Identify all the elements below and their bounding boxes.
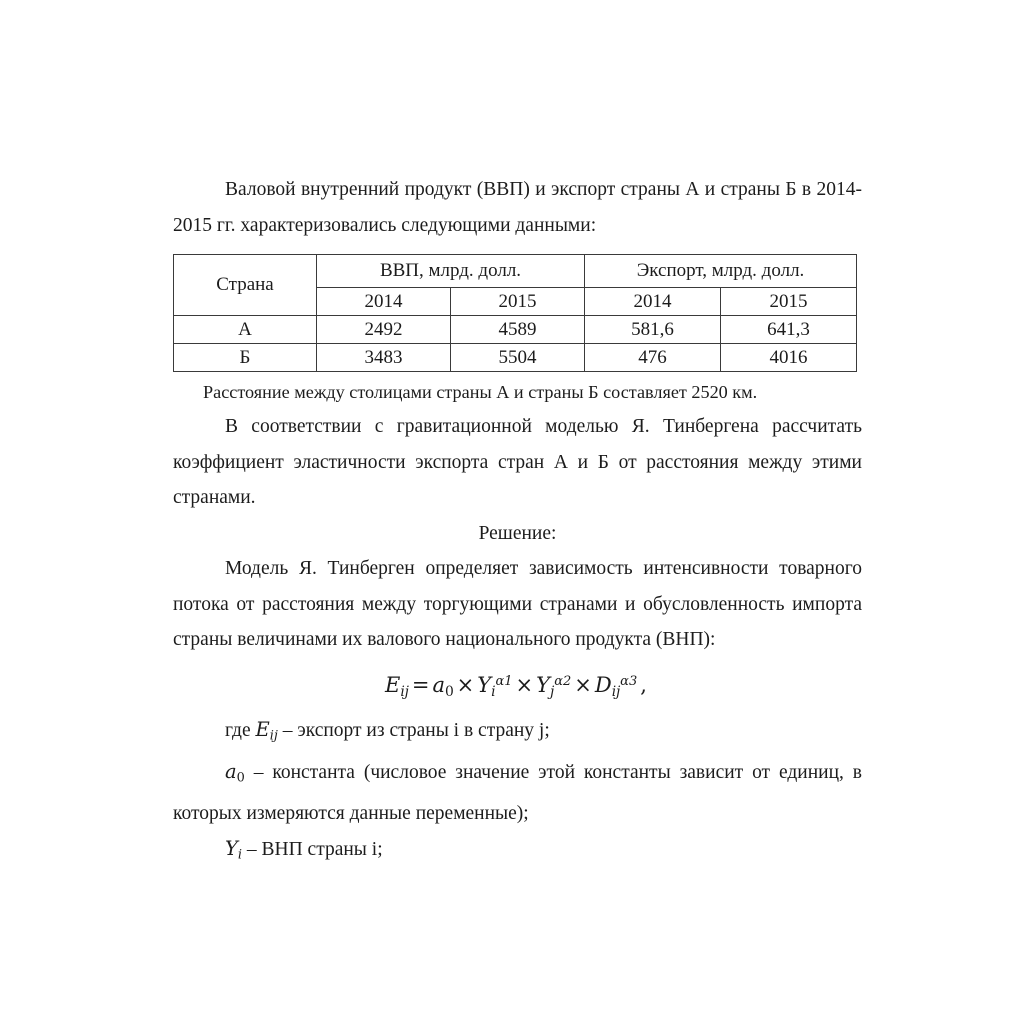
definition-symbol-sub: i [237,847,242,863]
formula-term2-sup: α2 [554,673,572,689]
definition-line-e [173,712,862,754]
page-bottom-clip [0,872,1024,1024]
task-paragraph: В соответствии с гравитационной моделью Я. Тинбергена рассчитать коэффициент эластичности экспорта стран А и Б от расстояния между этими странами. [173,416,862,508]
definition-symbol-sub: 0 [236,770,245,786]
formula-coef-sub: 0 [444,683,454,700]
cell-country: Б [174,344,317,372]
cell-gdp-2015: 4589 [451,316,585,344]
table-header-export-2014: 2014 [585,288,721,316]
intro-paragraph: Валовой внутренний продукт (ВВП) и экспорт страны А и страны Б в 2014-2015 гг. характеризовались следующими данными: [173,179,862,236]
data-table-wrapper [173,254,862,372]
definition-line-yi [173,831,862,873]
formula-times-1: × [456,672,475,697]
table-header-gdp-2014: 2014 [317,288,451,316]
formula-term2-sub: j [550,683,555,700]
cell-export-2015: 4016 [721,344,857,372]
definition-text: – ВНП страны i; [242,839,383,861]
table-header-gdp: ВВП, млрд. долл. [317,255,585,288]
formula-term1-sup: α1 [495,673,513,689]
table-header-row-groups [174,255,857,288]
formula-coef-var: a [432,672,445,697]
table-header-export-2015: 2015 [721,288,857,316]
formula-lhs-sub: ij [400,683,409,700]
formula-term3-sup: α3 [620,673,638,689]
formula-term1-sub: i [491,683,496,700]
cell-gdp-2014: 2492 [317,316,451,344]
definition-text: – экспорт из страны i в страну j; [277,719,550,741]
definition-symbol [225,837,242,863]
formula-expression [385,672,650,700]
definition-symbol [255,717,278,744]
solution-paragraph: Модель Я. Тинберген определяет зависимость интенсивности товарного потока от расстояния между торгующими странами и обусловленность импорта страны величинами их валового национального продукта (ВНП): [173,558,862,650]
cell-gdp-2014: 3483 [317,344,451,372]
formula-times-2: × [515,672,534,697]
definition-lead: где [225,719,256,741]
formula-term2-var: Y [536,672,551,697]
formula-times-3: × [574,672,592,697]
table-header-gdp-2015: 2015 [451,288,585,316]
solution-heading: Решение: [478,522,557,544]
definition-text: – константа (числовое значение этой константы зависит от единиц, в которых измеряются данные переменные); [173,761,862,824]
cell-export-2015: 641,3 [721,316,857,344]
formula-term3-sub: ij [611,683,621,700]
cell-country: А [174,316,317,344]
cell-export-2014: 476 [585,344,721,372]
definition-symbol-sub: ij [269,728,278,744]
formula-term3-var: D [594,672,612,697]
table-header-export: Экспорт, млрд. долл. [585,255,857,288]
formula-trailing-comma: , [640,672,647,697]
cell-export-2014: 581,6 [585,316,721,344]
definition-symbol-var: a [225,759,237,783]
definition-line-a0 [173,754,862,832]
tinbergen-formula [173,664,862,710]
table-row [174,316,857,344]
table-row [174,344,857,372]
gdp-export-table [173,254,857,372]
distance-note: Расстояние между столицами страны А и страны Б составляет 2520 км. [203,382,758,402]
document-content [173,172,862,958]
table-header-country: Страна [174,255,317,316]
cell-gdp-2015: 5504 [451,344,585,372]
formula-term1-var: Y [477,672,492,697]
formula-lhs-var: E [385,672,401,697]
definition-symbol-var: Y [225,837,238,861]
definition-symbol-var: E [255,717,270,741]
formula-equals: = [411,672,430,697]
definition-symbol [225,759,245,786]
